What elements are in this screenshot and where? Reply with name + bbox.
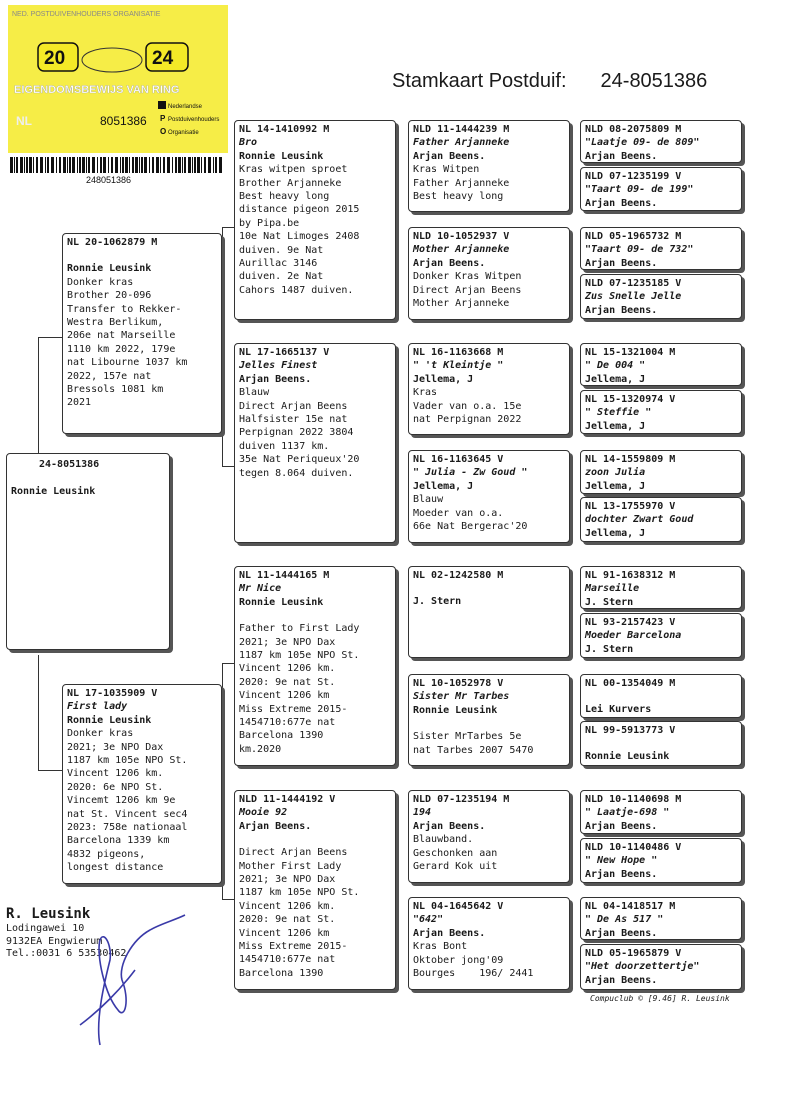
pigeon-name: Moeder Barcelona bbox=[585, 630, 682, 642]
owner-name: Lei Kurvers bbox=[585, 704, 652, 716]
title-label: Stamkaart Postduif: bbox=[392, 70, 567, 92]
owner-name: Ronnie Leusink bbox=[239, 596, 324, 608]
owner-name: J. Stern bbox=[413, 596, 462, 608]
pigeon-name: Sister Mr Tarbes bbox=[413, 691, 510, 703]
ring-number: NL 99-5913773 V bbox=[585, 725, 676, 736]
barcode-bar bbox=[144, 157, 147, 173]
pigeon-name: "Taart 09- de 199" bbox=[585, 184, 694, 196]
label-country: NL bbox=[16, 114, 32, 128]
great-grandparent-card[interactable] bbox=[580, 120, 742, 163]
barcode-bar bbox=[139, 157, 140, 173]
barcode-bar bbox=[40, 157, 43, 173]
pigeon-notes: Father to First Lady 2021; 3e NPO Dax 1187 km 105e NPO St. Vincent 1206 km. 2020: 9e nat St. Vincent 1206 km Miss Extreme 2015- 1454710:677e nat Barcelona 1390 km.2020 bbox=[239, 623, 360, 755]
connector-line bbox=[396, 167, 397, 265]
great-grandparent-card[interactable] bbox=[580, 390, 742, 434]
org-n: Nederlandse bbox=[168, 104, 203, 110]
ring-number: NL 14-1410992 M bbox=[239, 124, 330, 135]
pigeon-name: " De As 517 " bbox=[585, 914, 664, 926]
owner-name: Arjan Beens. bbox=[413, 150, 486, 162]
ring-number: NL 14-1559809 M bbox=[585, 454, 676, 465]
barcode-bar bbox=[188, 157, 191, 173]
barcode-bar bbox=[79, 157, 81, 173]
pigeon-notes: Blauwband. Geschonken aan Gerard Kok uit bbox=[413, 834, 498, 873]
great-grandparent-card[interactable] bbox=[580, 944, 742, 990]
ring-number: NL 11-1444165 M bbox=[239, 570, 330, 581]
barcode-bar bbox=[108, 157, 109, 173]
sire-sire-sire-card[interactable] bbox=[408, 120, 570, 212]
owner-name: Ronnie Leusink bbox=[239, 150, 324, 162]
barcode-bar bbox=[182, 157, 183, 173]
label-title: EIGENDOMSBEWIJS VAN RING bbox=[14, 84, 180, 96]
pigeon-name: " De 004 " bbox=[585, 360, 646, 372]
dam-dam-card[interactable] bbox=[234, 790, 396, 990]
subject-pigeon-card[interactable] bbox=[6, 453, 170, 650]
sire-dam-dam-card[interactable] bbox=[408, 450, 570, 543]
owner-name: Arjan Beens. bbox=[239, 820, 312, 832]
barcode-bar bbox=[72, 157, 75, 173]
barcode-bar bbox=[204, 157, 206, 173]
ring-number: NLD 10-1052937 V bbox=[413, 231, 510, 242]
connector-line bbox=[222, 466, 234, 467]
owner-name: Jellema, J bbox=[585, 527, 646, 539]
barcode-bar bbox=[29, 157, 32, 173]
ring-number: NL 10-1052978 V bbox=[413, 678, 504, 689]
barcode-bar bbox=[14, 157, 15, 173]
pigeon-name: Mother Arjanneke bbox=[413, 244, 510, 256]
org-n-square bbox=[158, 101, 166, 109]
barcode-bar bbox=[160, 157, 161, 173]
barcode-bar bbox=[63, 157, 66, 173]
dam-dam-sire-card[interactable] bbox=[408, 790, 570, 883]
barcode-bar bbox=[51, 157, 54, 173]
great-grandparent-card[interactable] bbox=[580, 613, 742, 658]
owner-name: Ronnie Leusink bbox=[413, 704, 498, 716]
owner-name: Jellema, J bbox=[413, 373, 474, 385]
pigeon-name: Mr Nice bbox=[239, 583, 282, 595]
barcode-bar bbox=[135, 157, 138, 173]
ring-number: NLD 07-1235185 V bbox=[585, 278, 682, 289]
great-grandparent-card[interactable] bbox=[580, 497, 742, 542]
pigeon-name: zoon Julia bbox=[585, 467, 646, 479]
owner-name: Arjan Beens. bbox=[585, 927, 658, 939]
barcode-bar bbox=[20, 157, 23, 173]
ring-ownership-label bbox=[8, 5, 228, 187]
pigeon-name: " Steffie " bbox=[585, 407, 652, 419]
barcode-bar bbox=[88, 157, 90, 173]
connector-line bbox=[571, 822, 572, 870]
barcode-bar bbox=[152, 157, 154, 173]
connector-line bbox=[396, 608, 397, 716]
ring-number: NLD 07-1235199 V bbox=[585, 171, 682, 182]
connector-line bbox=[571, 252, 572, 300]
ring-number: NL 15-1321004 M bbox=[585, 347, 676, 358]
ring-number: NLD 05-1965732 M bbox=[585, 231, 682, 242]
barcode-bar bbox=[132, 157, 134, 173]
ring-number: NLD 11-1444192 V bbox=[239, 794, 336, 805]
pigeon-notes: Kras Bont Oktober jong'09 Bourges 196/ 2441 bbox=[413, 941, 534, 980]
barcode-bar bbox=[120, 157, 121, 173]
ring-number: NL 91-1638312 M bbox=[585, 570, 676, 581]
ring-number: NL 93-2157423 V bbox=[585, 617, 676, 628]
pigeon-name: First lady bbox=[67, 701, 128, 713]
breeder-name: R. Leusink bbox=[6, 906, 91, 922]
barcode-bar bbox=[125, 157, 128, 173]
dam-sire-card[interactable] bbox=[234, 566, 396, 766]
connector-line bbox=[222, 227, 234, 228]
owner-name: Arjan Beens. bbox=[239, 373, 312, 385]
ring-number: NL 17-1665137 V bbox=[239, 347, 330, 358]
pigeon-name: " Laatje-698 " bbox=[585, 807, 670, 819]
barcode-bar bbox=[184, 157, 186, 173]
pigeon-name: "Taart 09- de 732" bbox=[585, 244, 694, 256]
owner-name: Arjan Beens. bbox=[413, 927, 486, 939]
owner-name: J. Stern bbox=[585, 643, 634, 655]
pigeon-notes: Blauw Moeder van o.a. 66e Nat Bergerac'20 bbox=[413, 494, 528, 533]
owner-name: Ronnie Leusink bbox=[67, 714, 152, 726]
pigeon-name: 194 bbox=[413, 807, 432, 819]
breeder-city: 9132EA Engwierum bbox=[6, 935, 103, 947]
page-title bbox=[392, 70, 707, 93]
barcode-bar bbox=[197, 157, 200, 173]
barcode-bar bbox=[26, 157, 28, 173]
barcode-bar bbox=[178, 157, 181, 173]
owner-name: Arjan Beens. bbox=[585, 197, 658, 209]
barcode-bar bbox=[167, 157, 170, 173]
connector-line bbox=[571, 145, 572, 191]
svg-text:P: P bbox=[160, 114, 166, 123]
footer-credit: Compuclub © [9.46] R. Leusink bbox=[590, 994, 730, 1003]
barcode-bar bbox=[192, 157, 193, 173]
ring-number: NL 04-1645642 V bbox=[413, 901, 504, 912]
ring-number: NLD 10-1140698 M bbox=[585, 794, 682, 805]
great-grandparent-card[interactable] bbox=[580, 897, 742, 940]
barcode-bar bbox=[45, 157, 46, 173]
owner-name: Arjan Beens. bbox=[413, 820, 486, 832]
pigeon-notes: Donker Kras Witpen Direct Arjan Beens Mother Arjanneke bbox=[413, 271, 522, 310]
pigeon-name: "Het doorzettertje" bbox=[585, 961, 700, 973]
owner-name: Arjan Beens. bbox=[585, 150, 658, 162]
owner-name: J. Stern bbox=[585, 596, 634, 608]
barcode-bar bbox=[219, 157, 222, 173]
pigeon-name: dochter Zwart Goud bbox=[585, 514, 694, 526]
pigeon-notes: Kras witpen sproet Brother Arjanneke Best heavy long distance pigeon 2015 by Pipa.be 10e Nat Limoges 2408 duiven. 9e Nat Aurillac 3146 duiven. 2e Nat Cahors 1487 duiven. bbox=[239, 164, 360, 296]
ring-number: NLD 05-1965879 V bbox=[585, 948, 682, 959]
ring-number: NL 20-1062879 M bbox=[67, 237, 158, 248]
org-o: Organisatie bbox=[168, 130, 199, 136]
pigeon-name: "Laatje 09- de 809" bbox=[585, 137, 700, 149]
great-grandparent-card[interactable] bbox=[580, 450, 742, 494]
connector-line bbox=[571, 697, 572, 746]
barcode-bar bbox=[175, 157, 177, 173]
ring-number: NL 17-1035909 V bbox=[67, 688, 158, 699]
great-grandparent-card[interactable] bbox=[580, 227, 742, 270]
ring-label-graphic bbox=[8, 5, 228, 187]
pigeon-notes: Kras Vader van o.a. 15e nat Perpignan 2022 bbox=[413, 387, 522, 426]
barcode-bar bbox=[24, 157, 25, 173]
ring-number: NL 02-1242580 M bbox=[413, 570, 504, 581]
pigeon-notes: Kras Witpen Father Arjanneke Best heavy long bbox=[413, 164, 510, 203]
barcode-bar bbox=[47, 157, 49, 173]
barcode-bar bbox=[149, 157, 150, 173]
svg-text:O: O bbox=[160, 127, 167, 136]
sire-sire-card[interactable] bbox=[234, 120, 396, 320]
barcode-bar bbox=[156, 157, 159, 173]
pigeon-name: "642" bbox=[413, 914, 444, 926]
connector-line bbox=[222, 227, 223, 467]
owner-name: Arjan Beens. bbox=[585, 974, 658, 986]
pigeon-name: " 't Kleintje " bbox=[413, 360, 504, 372]
barcode-bar bbox=[201, 157, 202, 173]
barcode-bar bbox=[103, 157, 106, 173]
ring-number: NL 16-1163668 M bbox=[413, 347, 504, 358]
pigeon-name: Father Arjanneke bbox=[413, 137, 510, 149]
barcode-bar bbox=[86, 157, 87, 173]
dam-dam-dam-card[interactable] bbox=[408, 897, 570, 990]
dam-card[interactable] bbox=[62, 684, 222, 884]
label-top-text: NED. POSTDUIVENHOUDERS ORGANISATIE bbox=[12, 11, 161, 18]
org-p: Postduivenhouders bbox=[168, 117, 220, 123]
barcode-bar bbox=[16, 157, 18, 173]
sire-card[interactable] bbox=[62, 233, 222, 434]
dam-sire-sire-card[interactable] bbox=[408, 566, 570, 658]
subject-owner: Ronnie Leusink bbox=[11, 486, 96, 498]
barcode-bar bbox=[10, 157, 13, 173]
barcode-bar bbox=[163, 157, 165, 173]
barcode-bar bbox=[82, 157, 85, 173]
connector-line bbox=[222, 663, 234, 664]
breeder-street: Lodingawei 10 bbox=[6, 923, 85, 934]
barcode-bar bbox=[172, 157, 173, 173]
great-grandparent-card[interactable] bbox=[580, 838, 742, 883]
pigeon-notes: Direct Arjan Beens Mother First Lady 2021; 3e NPO Dax 1187 km 105e NPO St. Vincent 1206 km. 2020: 9e nat St. Vincent 1206 km Miss Extreme 2015- 1454710:677e nat Barcelona 1390 bbox=[239, 847, 360, 979]
dam-sire-dam-card[interactable] bbox=[408, 674, 570, 766]
pigeon-name: Zus Snelle Jelle bbox=[585, 291, 682, 303]
signature bbox=[60, 900, 190, 1050]
owner-name: Ronnie Leusink bbox=[67, 263, 152, 275]
great-grandparent-card[interactable] bbox=[580, 790, 742, 834]
pigeon-name: Jelles Finest bbox=[239, 360, 318, 372]
barcode-bar bbox=[69, 157, 71, 173]
ring-number: NL 15-1320974 V bbox=[585, 394, 676, 405]
pigeon-name: " Julia - Zw Goud " bbox=[413, 467, 528, 479]
barcode-bar bbox=[194, 157, 196, 173]
connector-line bbox=[38, 337, 39, 458]
pigeon-notes: Donker kras Brother 20-096 Transfer to Rekker- Westra Berlikum, 206e nat Marseille 1110 km 2022, 179e nat Libourne 1037 km 2022, 157e nat Bressols 1081 km 2021 bbox=[67, 276, 188, 409]
connector-line bbox=[571, 367, 572, 413]
great-grandparent-card[interactable] bbox=[580, 674, 742, 718]
barcode-bar bbox=[67, 157, 68, 173]
barcode-bar bbox=[129, 157, 130, 173]
sire-dam-sire-card[interactable] bbox=[408, 343, 570, 435]
barcode-bar bbox=[213, 157, 214, 173]
connector-line bbox=[571, 590, 572, 638]
year-right: 24 bbox=[152, 48, 174, 69]
barcode-bar bbox=[92, 157, 95, 173]
year-left: 20 bbox=[44, 48, 66, 69]
barcode-bar bbox=[111, 157, 113, 173]
barcode-bar bbox=[208, 157, 211, 173]
barcode-bar bbox=[77, 157, 78, 173]
great-grandparent-card[interactable] bbox=[580, 274, 742, 319]
owner-name: Arjan Beens. bbox=[413, 257, 486, 269]
connector-line bbox=[396, 848, 397, 954]
owner-name: Arjan Beens. bbox=[585, 868, 658, 880]
label-ring-number: 8051386 bbox=[100, 114, 147, 128]
barcode-bar bbox=[59, 157, 61, 173]
ring-number: NLD 08-2075809 M bbox=[585, 124, 682, 135]
pigeon-notes: Sister MrTarbes 5e nat Tarbes 2007 5470 bbox=[413, 731, 534, 756]
owner-name: Jellema, J bbox=[413, 480, 474, 492]
barcode-bar bbox=[33, 157, 34, 173]
barcode-bar bbox=[215, 157, 217, 173]
barcode-bar bbox=[115, 157, 118, 173]
connector-line bbox=[396, 400, 397, 498]
owner-name: Arjan Beens. bbox=[585, 304, 658, 316]
connector-line bbox=[571, 928, 572, 976]
owner-name: Jellema, J bbox=[585, 420, 646, 432]
title-ring-number: 24-8051386 bbox=[600, 70, 708, 92]
owner-name: Arjan Beens. bbox=[585, 820, 658, 832]
subject-ring-number: 24-8051386 bbox=[39, 459, 100, 470]
barcode-number: 248051386 bbox=[86, 175, 132, 185]
great-grandparent-card[interactable] bbox=[580, 343, 742, 386]
connector-line bbox=[38, 337, 63, 338]
ring-number: NLD 11-1444239 M bbox=[413, 124, 510, 135]
ring-number: NL 16-1163645 V bbox=[413, 454, 504, 465]
connector-line bbox=[38, 655, 39, 771]
pigeon-name: Bro bbox=[239, 137, 258, 149]
barcode bbox=[10, 157, 222, 173]
owner-name: Jellema, J bbox=[585, 480, 646, 492]
barcode-bar bbox=[36, 157, 38, 173]
great-grandparent-card[interactable] bbox=[580, 167, 742, 211]
breeder-phone: Tel.:0031 6 53530462 bbox=[6, 948, 127, 959]
connector-line bbox=[571, 474, 572, 522]
connector-line bbox=[222, 663, 223, 900]
ring-number: NLD 07-1235194 M bbox=[413, 794, 510, 805]
barcode-bar bbox=[97, 157, 98, 173]
barcode-bar bbox=[100, 157, 102, 173]
barcode-bar bbox=[141, 157, 143, 173]
ring-number: NL 00-1354049 M bbox=[585, 678, 676, 689]
great-grandparent-card[interactable] bbox=[580, 721, 742, 766]
ring-number: NL 13-1755970 V bbox=[585, 501, 676, 512]
owner-name: Ronnie Leusink bbox=[585, 751, 670, 763]
pigeon-name: " New Hope " bbox=[585, 855, 658, 867]
ring-number: NLD 10-1140486 V bbox=[585, 842, 682, 853]
owner-name: Jellema, J bbox=[585, 373, 646, 385]
connector-line bbox=[38, 770, 63, 771]
pigeon-name: Marseille bbox=[585, 583, 640, 595]
connector-line bbox=[222, 899, 234, 900]
ring-number: NL 04-1418517 M bbox=[585, 901, 676, 912]
owner-name: Arjan Beens. bbox=[585, 257, 658, 269]
pigeon-notes: Blauw Direct Arjan Beens Halfsister 15e nat Perpignan 2022 3804 duiven 1137 km. 35e Nat Periqueux'20 tegen 8.064 duiven. bbox=[239, 387, 360, 479]
pigeon-name: Mooie 92 bbox=[239, 807, 288, 819]
barcode-bar bbox=[56, 157, 57, 173]
sire-dam-card[interactable] bbox=[234, 343, 396, 543]
pigeon-notes: Donker kras 2021; 3e NPO Dax 1187 km 105e NPO St. Vincent 1206 km. 2020: 6e NPO St. Vincemt 1206 km 9e nat St. Vincent sec4 2023: 758e nationaal Barcelona 1339 km 4832 pigeons, longest distance bbox=[67, 728, 188, 874]
sire-sire-dam-card[interactable] bbox=[408, 227, 570, 320]
barcode-bar bbox=[122, 157, 124, 173]
great-grandparent-card[interactable] bbox=[580, 566, 742, 609]
